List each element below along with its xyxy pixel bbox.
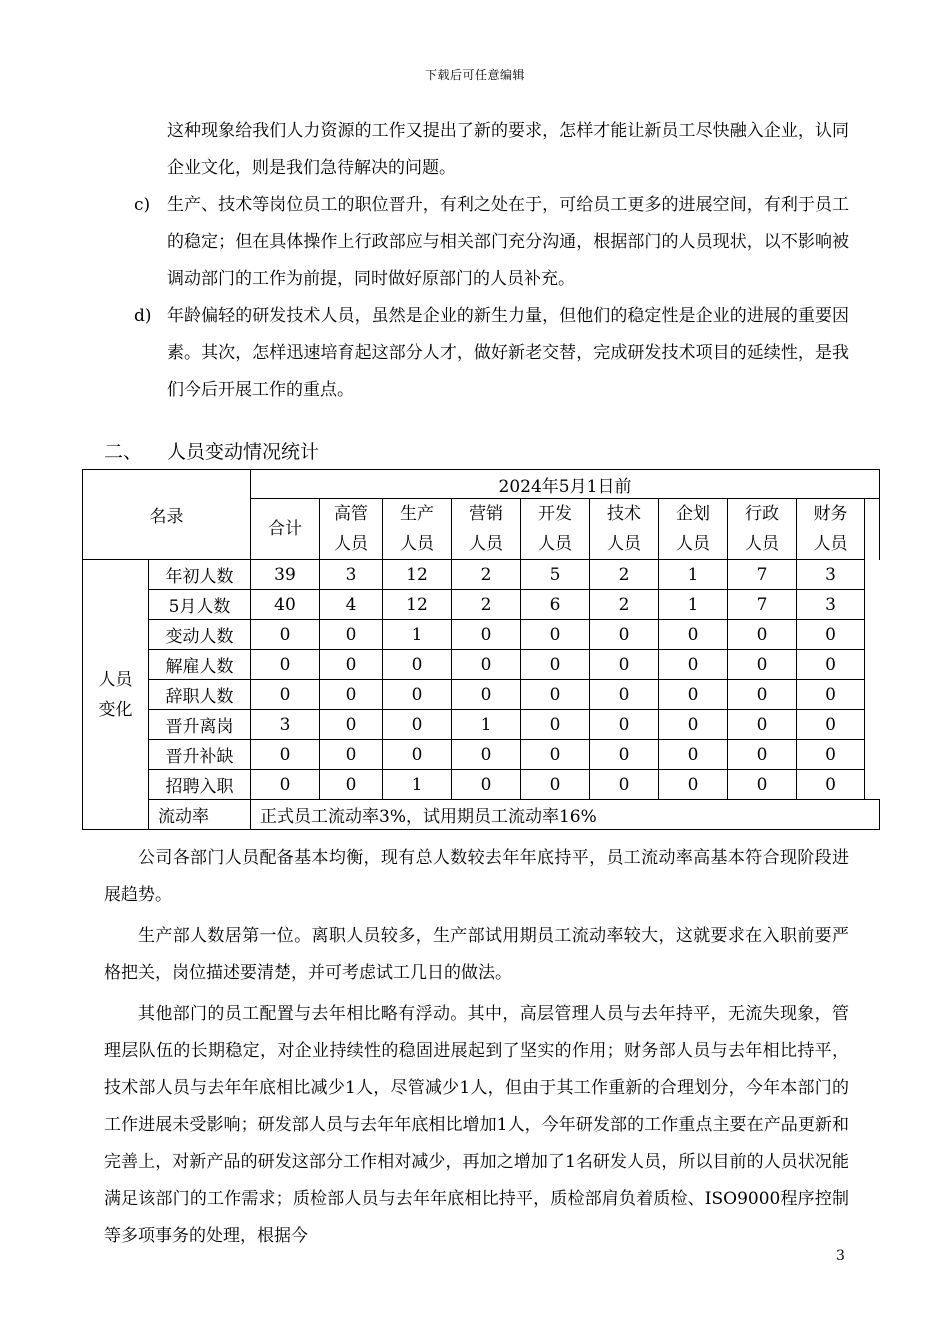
- col-header-technical: 技术 人员: [590, 499, 659, 560]
- table-cell: 0: [659, 650, 728, 680]
- table-row: [83, 740, 880, 770]
- col-header-exec: 高管 人员: [320, 499, 383, 560]
- table-cell: 0: [521, 650, 590, 680]
- table-cell: 0: [251, 770, 320, 800]
- table-cell: 0: [590, 710, 659, 740]
- row-label: 年初人数: [149, 560, 251, 590]
- table-row: [83, 650, 880, 680]
- table-cell: 7: [728, 590, 797, 620]
- table-cell: 0: [797, 740, 865, 770]
- list-label-c: c): [134, 195, 151, 215]
- table-cell: 0: [590, 680, 659, 710]
- list-item-c: 生产、技术等岗位员工的职位晋升，有利之处在于，可给员工更多的进展空间，有利于员工的稳定；但在具体操作上行政部应与相关部门充分沟通，根据部门的人员现状，以不影响被调动部门的工作为前提，同时做好原部门的人员补充。: [167, 195, 849, 289]
- table-cell: 1: [383, 770, 452, 800]
- table-cell: 0: [728, 710, 797, 740]
- intro-continuation: 这种现象给我们人力资源的工作又提出了新的要求，怎样才能让新员工尽快融入企业，认同企业文化，则是我们急待解决的问题。: [167, 121, 849, 178]
- table-cell: 7: [728, 560, 797, 590]
- page-header: 下载后可任意编辑: [424, 68, 525, 82]
- table-cell: 39: [251, 560, 320, 590]
- table-cell: 3: [797, 560, 865, 590]
- table-cell: 0: [251, 740, 320, 770]
- turnover-text: 正式员工流动率3%，试用期员工流动率16%: [251, 800, 880, 830]
- col-header-sales: 营销 人员: [452, 499, 521, 560]
- table-cell: 0: [383, 650, 452, 680]
- table-cell: 0: [797, 650, 865, 680]
- table-cell: 0: [728, 620, 797, 650]
- table-cell: 0: [452, 770, 521, 800]
- table-cell: 0: [320, 740, 383, 770]
- table-cell: 2: [452, 590, 521, 620]
- row-label: 解雇人数: [149, 650, 251, 680]
- col-header-development: 开发 人员: [521, 499, 590, 560]
- list-item-d: 年龄偏轻的研发技术人员，虽然是企业的新生力量，但他们的稳定性是企业的进展的重要因素。其次，怎样迅速培育起这部分人才，做好新老交替，完成研发技术项目的延续性，是我们今后开展工作的重点。: [167, 306, 849, 400]
- col-header-finance: 财务 人员: [797, 499, 865, 560]
- table-cell: 0: [659, 680, 728, 710]
- table-cell: 0: [728, 650, 797, 680]
- table-cell: 0: [452, 740, 521, 770]
- filler-cell: [865, 499, 880, 560]
- table-cell: 0: [797, 620, 865, 650]
- table-cell: 2: [590, 560, 659, 590]
- table-cell: 0: [320, 710, 383, 740]
- paragraph: 生产部人数居第一位。离职人员较多，生产部试用期员工流动率较大，这就要求在入职前要严格把关，岗位描述要清楚，并可考虑试工几日的做法。: [104, 926, 849, 983]
- table-cell: 2: [590, 590, 659, 620]
- list-label-d: d): [134, 306, 152, 326]
- col-header-production: 生产 人员: [383, 499, 452, 560]
- table-cell: 0: [320, 770, 383, 800]
- table-cell: 0: [320, 680, 383, 710]
- col-header-planning: 企划 人员: [659, 499, 728, 560]
- table-cell: 0: [659, 770, 728, 800]
- table-cell: 0: [251, 650, 320, 680]
- table-cell: 0: [383, 710, 452, 740]
- table-cell: 0: [797, 770, 865, 800]
- turnover-row: [83, 800, 880, 830]
- table-cell: 5: [521, 560, 590, 590]
- table-cell: 0: [659, 620, 728, 650]
- table-cell: 1: [659, 590, 728, 620]
- row-label: 5月人数: [149, 590, 251, 620]
- table-cell: 0: [383, 680, 452, 710]
- table-cell: 0: [728, 680, 797, 710]
- section-heading: [104, 437, 319, 467]
- group-label: 人员 变化: [83, 560, 149, 830]
- paragraph: 其他部门的员工配置与去年相比略有浮动。其中，高层管理人员与去年持平，无流失现象，管理层队伍的长期稳定，对企业持续性的稳固进展起到了坚实的作用；财务部人员与去年相比持平，技术部人员与去年年底相比减少1人，尽管减少1人，但由于其工作重新的合理划分，今年本部门的工作进展未受影响；研发部人员与去年年底相比增加1人，今年研发部的工作重点主要在产品更新和完善上，对新产品的研发这部分工作相对减少，再加之增加了1名研发人员，所以目前的人员状况能满足该部门的工作需求；质检部人员与去年年底相比持平，质检部肩负着质检、ISO9000程序控制等多项事务的处理，根据今: [104, 1004, 849, 1246]
- table-cell: 1: [383, 620, 452, 650]
- table-cell: 1: [452, 710, 521, 740]
- turnover-label: 流动率: [149, 800, 251, 830]
- row-label: 晋升离岗: [149, 710, 251, 740]
- col-header-admin: 行政 人员: [728, 499, 797, 560]
- table-cell: 0: [320, 650, 383, 680]
- table-cell: 40: [251, 590, 320, 620]
- table-cell: 4: [320, 590, 383, 620]
- table-cell: 0: [590, 620, 659, 650]
- table-cell: 6: [521, 590, 590, 620]
- table-cell: 0: [251, 680, 320, 710]
- table-cell: 0: [521, 770, 590, 800]
- row-label: 辞职人数: [149, 680, 251, 710]
- table-row: [83, 770, 880, 800]
- table-cell: 12: [383, 590, 452, 620]
- col-header-total: 合计: [251, 499, 320, 560]
- row-label: 变动人数: [149, 620, 251, 650]
- page-number: 3: [836, 1248, 845, 1264]
- staff-change-table: [82, 469, 880, 830]
- table-row: [83, 590, 880, 620]
- table-cell: 0: [452, 620, 521, 650]
- table-cell: 0: [521, 740, 590, 770]
- table-cell: 0: [797, 680, 865, 710]
- table-cell: 0: [590, 650, 659, 680]
- table-cell: 0: [320, 620, 383, 650]
- table-cell: 0: [383, 740, 452, 770]
- filler-cell: [865, 560, 880, 800]
- table-period: 2024年5月1日前: [251, 470, 880, 499]
- table-cell: 0: [590, 770, 659, 800]
- table-cell: 0: [521, 620, 590, 650]
- table-cell: 0: [452, 650, 521, 680]
- row-label: 晋升补缺: [149, 740, 251, 770]
- table-cell: 0: [797, 710, 865, 740]
- table-cell: 2: [452, 560, 521, 590]
- table-cell: 3: [797, 590, 865, 620]
- paragraph: 公司各部门人员配备基本均衡，现有总人数较去年年底持平，员工流动率高基本符合现阶段进展趋势。: [104, 848, 849, 905]
- table-row: [83, 620, 880, 650]
- table-cell: 1: [659, 560, 728, 590]
- section-number: 二、: [104, 441, 143, 463]
- table-cell: 0: [728, 770, 797, 800]
- table-cell: 0: [659, 740, 728, 770]
- table-cell: 3: [251, 710, 320, 740]
- table-cell: 0: [521, 710, 590, 740]
- table-cell: 0: [659, 710, 728, 740]
- row-label: 招聘入职: [149, 770, 251, 800]
- table-corner: 名录: [83, 470, 251, 560]
- table-cell: 3: [320, 560, 383, 590]
- table-cell: 0: [521, 680, 590, 710]
- table-cell: 0: [728, 740, 797, 770]
- table-row: [83, 560, 880, 590]
- table-cell: 0: [590, 740, 659, 770]
- table-row: [83, 710, 880, 740]
- section-title: 人员变动情况统计: [167, 441, 320, 463]
- table-cell: 12: [383, 560, 452, 590]
- table-row: [83, 680, 880, 710]
- table-cell: 0: [251, 620, 320, 650]
- body-paragraphs: [104, 840, 849, 1255]
- table-cell: 0: [452, 680, 521, 710]
